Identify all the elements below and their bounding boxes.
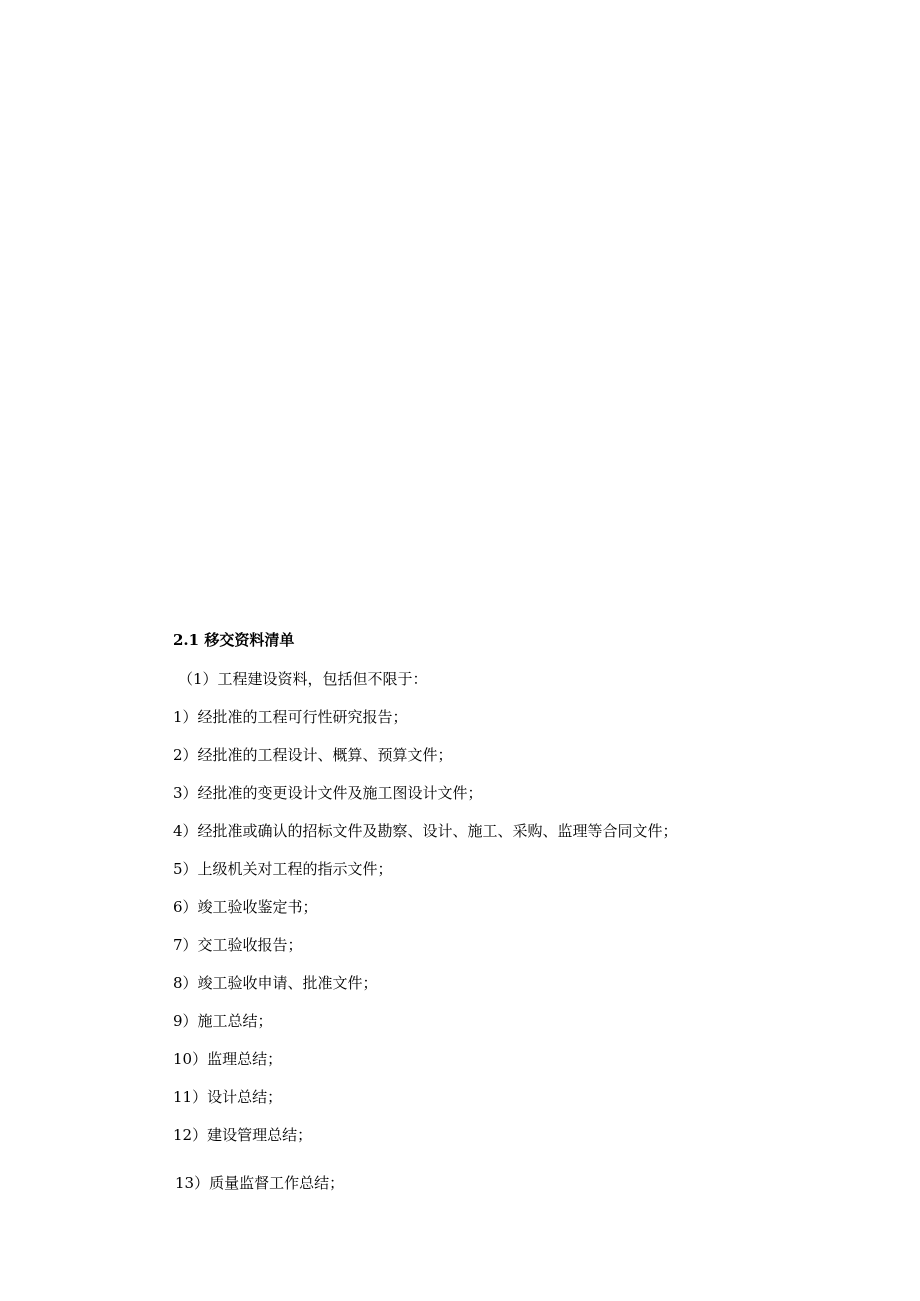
list-item: 8）竣工验收申请、批准文件；	[173, 974, 378, 992]
list-item: 13）质量监督工作总结；	[175, 1174, 345, 1192]
list-item: 11）设计总结；	[173, 1088, 283, 1106]
list-item: 2）经批准的工程设计、概算、预算文件；	[173, 746, 453, 764]
list-item: 7）交工验收报告；	[173, 936, 303, 954]
list-item: 10）监理总结；	[173, 1050, 283, 1068]
list-item: 1）经批准的工程可行性研究报告；	[173, 708, 408, 726]
list-item: 9）施工总结；	[173, 1012, 273, 1030]
list-item: 5）上级机关对工程的指示文件；	[173, 860, 393, 878]
list-item: 12）建设管理总结；	[173, 1126, 313, 1144]
list-item: 6）竣工验收鉴定书；	[173, 898, 318, 916]
list-item: 3）经批准的变更设计文件及施工图设计文件；	[173, 784, 483, 802]
section-heading: 2.1 移交资料清单	[173, 631, 295, 649]
section-intro: （1）工程建设资料，包括但不限于：	[178, 670, 428, 688]
list-item: 4）经批准或确认的招标文件及勘察、设计、施工、采购、监理等合同文件；	[173, 822, 678, 840]
